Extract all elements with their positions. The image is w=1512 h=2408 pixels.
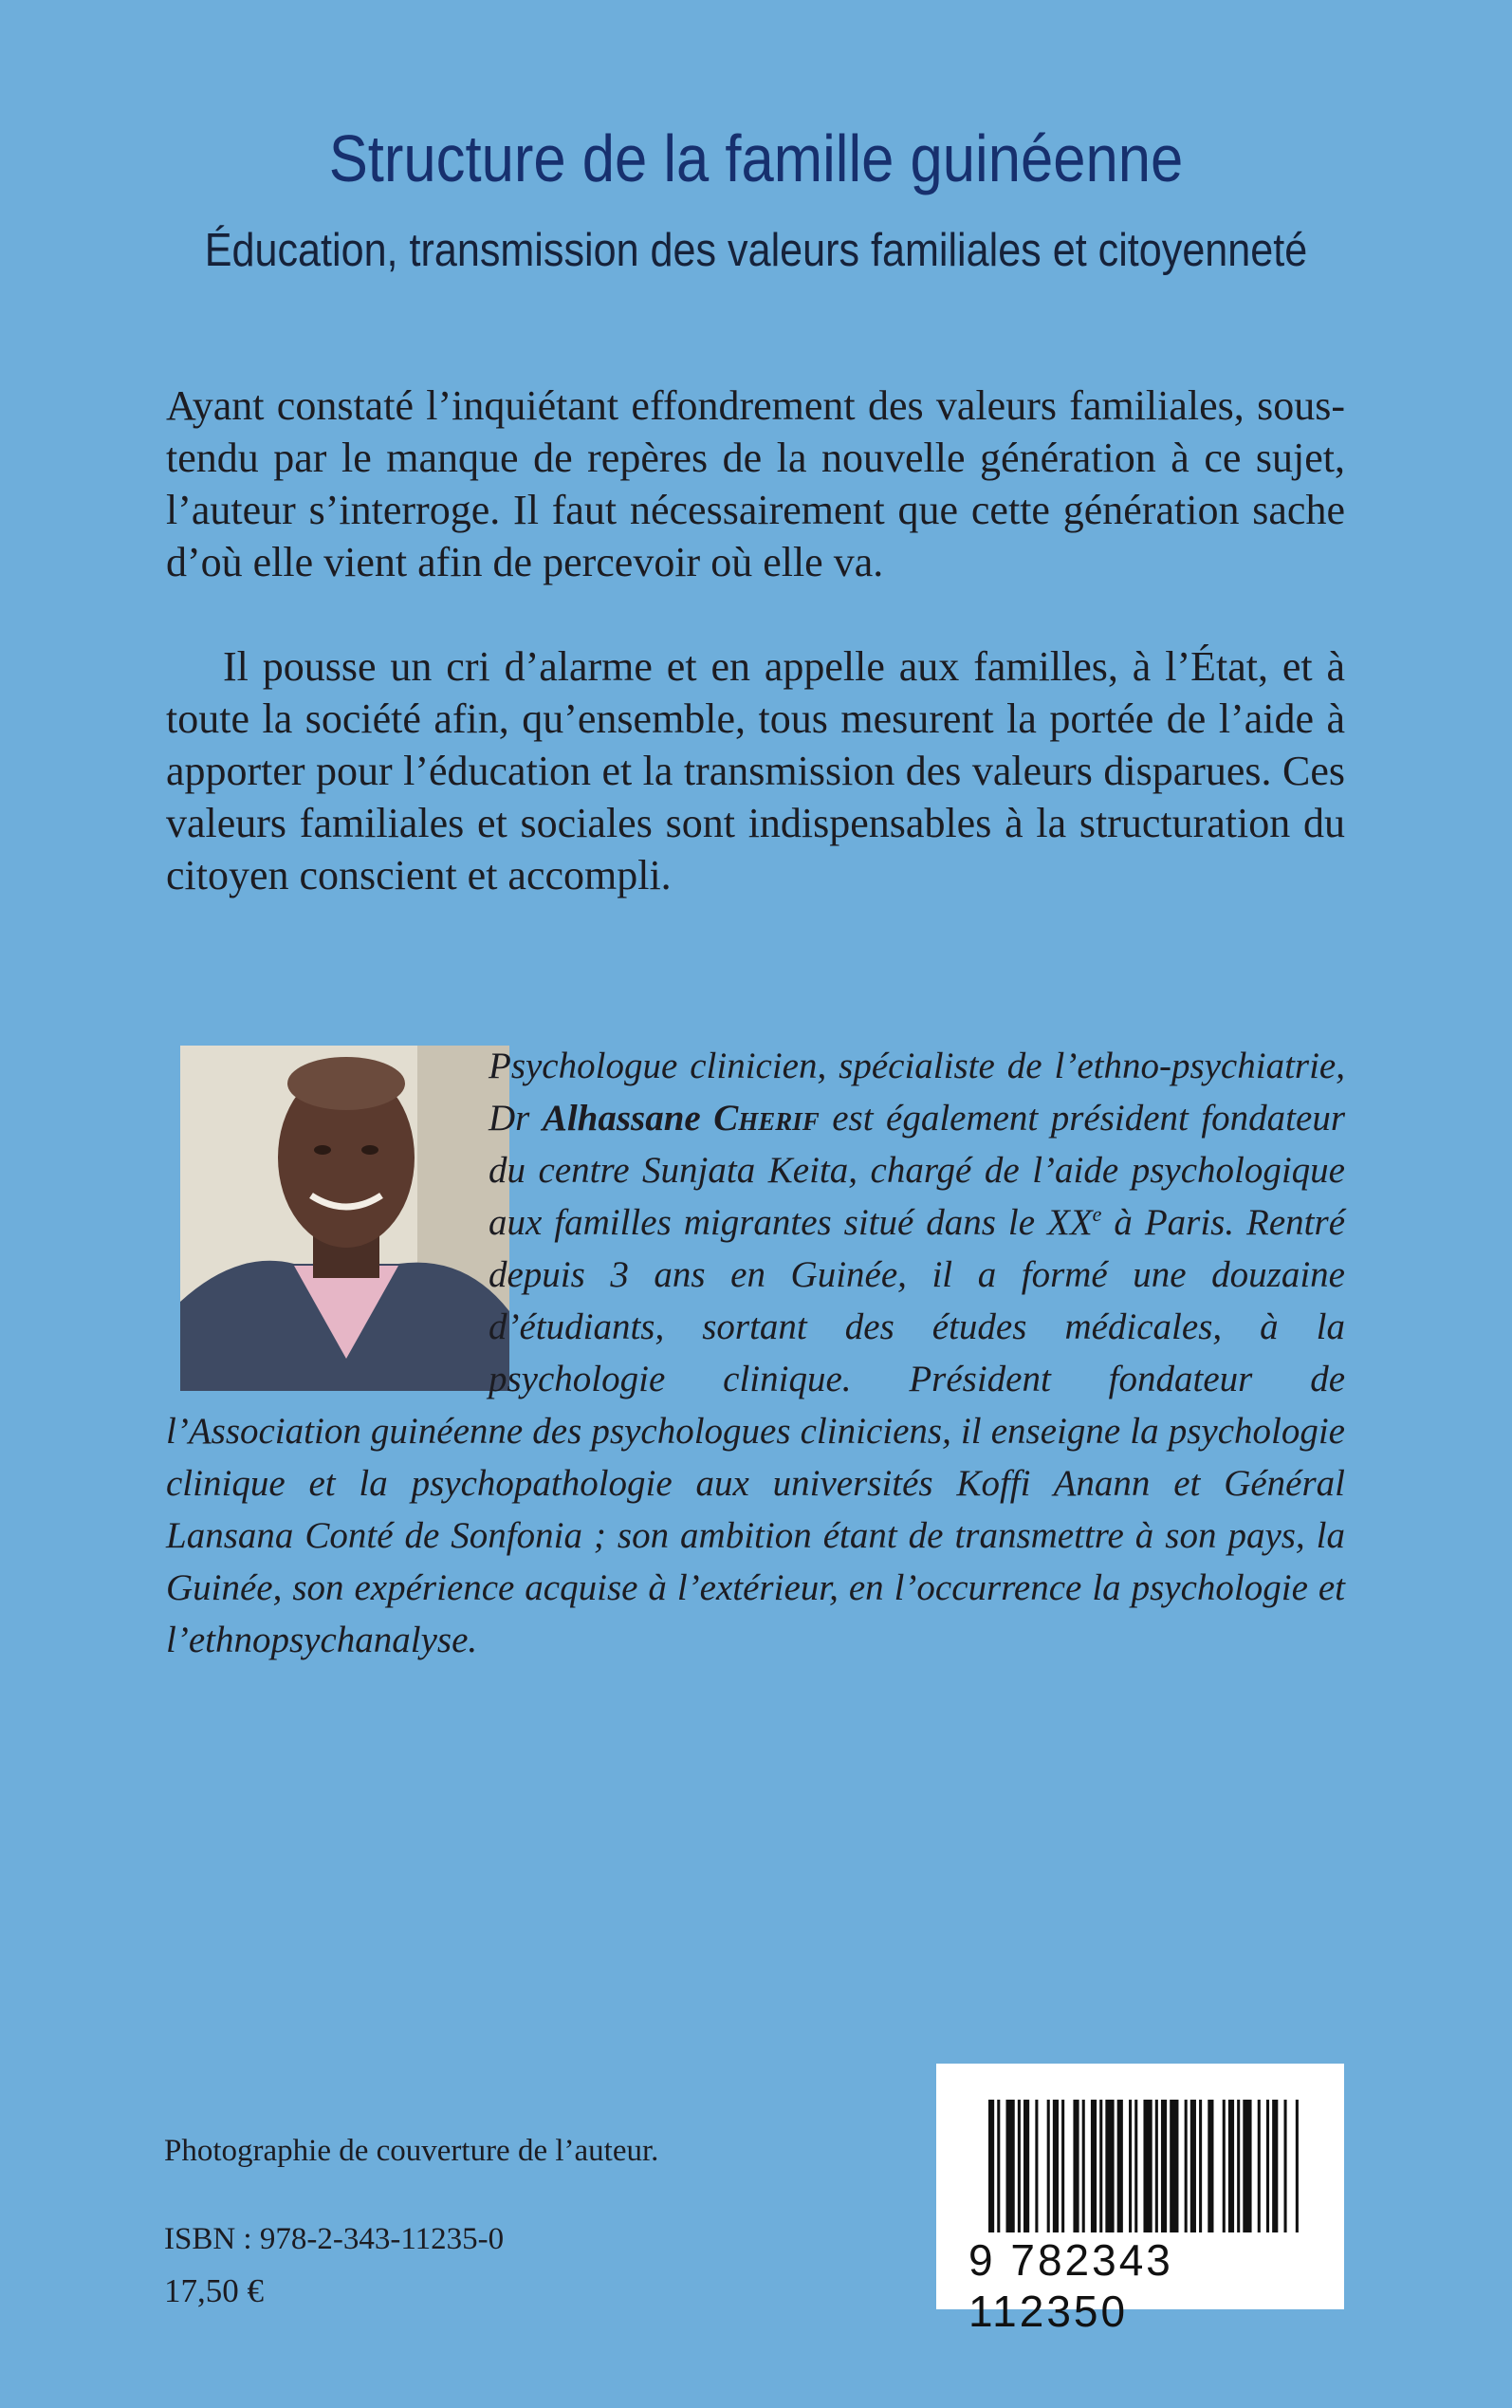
bio-superscript: e xyxy=(1092,1202,1102,1226)
barcode-bar xyxy=(1243,2100,1251,2232)
barcode-bar xyxy=(1228,2100,1234,2232)
barcode-bar xyxy=(1296,2100,1299,2232)
barcode-bar xyxy=(1082,2100,1085,2232)
barcode-bar xyxy=(1199,2100,1202,2232)
barcode xyxy=(936,2064,1344,2336)
barcode-bar xyxy=(997,2100,1000,2232)
barcode-bar xyxy=(1105,2100,1114,2232)
barcode-digits: 9 782343 112350 xyxy=(968,2235,1173,2336)
barcode-bar xyxy=(1018,2100,1021,2232)
book-subtitle: Éducation, transmission des valeurs familiales et citoyenneté xyxy=(204,225,1308,276)
barcode-bar xyxy=(1284,2100,1287,2232)
barcode-bar xyxy=(1266,2100,1269,2232)
barcode-bar xyxy=(1190,2100,1196,2232)
barcode-bar xyxy=(1155,2100,1158,2232)
blurb-paragraph-1: Ayant constaté l’inquiétant effondrement des valeurs familiales, sous-tendu par le manque de repères de la nouvelle génération à ce sujet, l’auteur s’interroge. Il faut nécessairement que cette génération sache d’où elle vient afin de percevoir où elle va. xyxy=(166,382,1345,585)
author-last-name: Cherif xyxy=(713,1098,820,1139)
barcode-bar xyxy=(1047,2100,1050,2232)
barcode-bar xyxy=(1129,2100,1132,2232)
book-title: Structure de la famille guinéenne xyxy=(328,121,1184,195)
barcode-bar xyxy=(1161,2100,1167,2232)
barcode-bar xyxy=(1237,2100,1240,2232)
author-bio xyxy=(166,1040,1345,1666)
price: 17,50 € xyxy=(164,2272,264,2309)
author-first-name: Alhassane xyxy=(542,1098,701,1139)
barcode-bar xyxy=(1170,2100,1178,2232)
barcode-bar xyxy=(1035,2100,1038,2232)
photo-credit: Photographie de couverture de l’auteur. xyxy=(164,2134,659,2168)
blurb-paragraph-2: Il pousse un cri d’alarme et en appelle aux familles, à l’État, et à toute la société afin, qu’ensemble, tous mesurent la portée de l’aide à apporter pour l’éducation et la transmission des valeurs disparues. Ces valeurs familiales et sociales sont indispensables à la structuration du citoyen conscient et accompli. xyxy=(166,643,1345,898)
barcode-bar xyxy=(1099,2100,1102,2232)
barcode-bar xyxy=(1208,2100,1213,2232)
barcode-bar xyxy=(1117,2100,1123,2232)
barcode-bar xyxy=(1091,2100,1097,2232)
barcode-bar xyxy=(1073,2100,1079,2232)
barcode-bar xyxy=(1143,2100,1152,2232)
barcode-bar xyxy=(1185,2100,1188,2232)
barcode-bars xyxy=(988,2100,1301,2232)
barcode-bar xyxy=(1023,2100,1029,2232)
barcode-bar xyxy=(1053,2100,1059,2232)
bio-text-1: est également président fondateur du centre Sunjata Keita, chargé de l’aide psychologique aux familles migrantes situé dans le XX xyxy=(489,1098,1346,1243)
barcode-bar xyxy=(1134,2100,1137,2232)
barcode-bar xyxy=(1258,2100,1261,2232)
barcode-bar xyxy=(1006,2100,1015,2232)
barcode-bar xyxy=(1272,2100,1278,2232)
isbn: ISBN : 978-2-343-11235-0 xyxy=(164,2222,505,2256)
barcode-bar xyxy=(1223,2100,1226,2232)
bio-text-2: à Paris. Rentré depuis 3 ans en Guinée, il a formé une douzaine d’étudiants, sortant des études médicales, à la psychologie clinique. Président fondateur de l’Association guinéenne des psychologues cliniciens, il enseigne la psychologie clinique et la psychopathologie aux universités Koffi Anann et Général Lansana Conté de Sonfonia ; son ambition étant de transmettre à son pays, la Guinée, son expérience acquise à l’extérieur, en l’occurrence la psychologie et l’ethnopsychanalyse. xyxy=(166,1202,1345,1660)
bio-intro: Psychologue clinicien, spécialiste de l’ethno-psychiatrie, Dr xyxy=(489,1046,1345,1139)
barcode-bar xyxy=(988,2100,994,2232)
barcode-bar xyxy=(1061,2100,1064,2232)
